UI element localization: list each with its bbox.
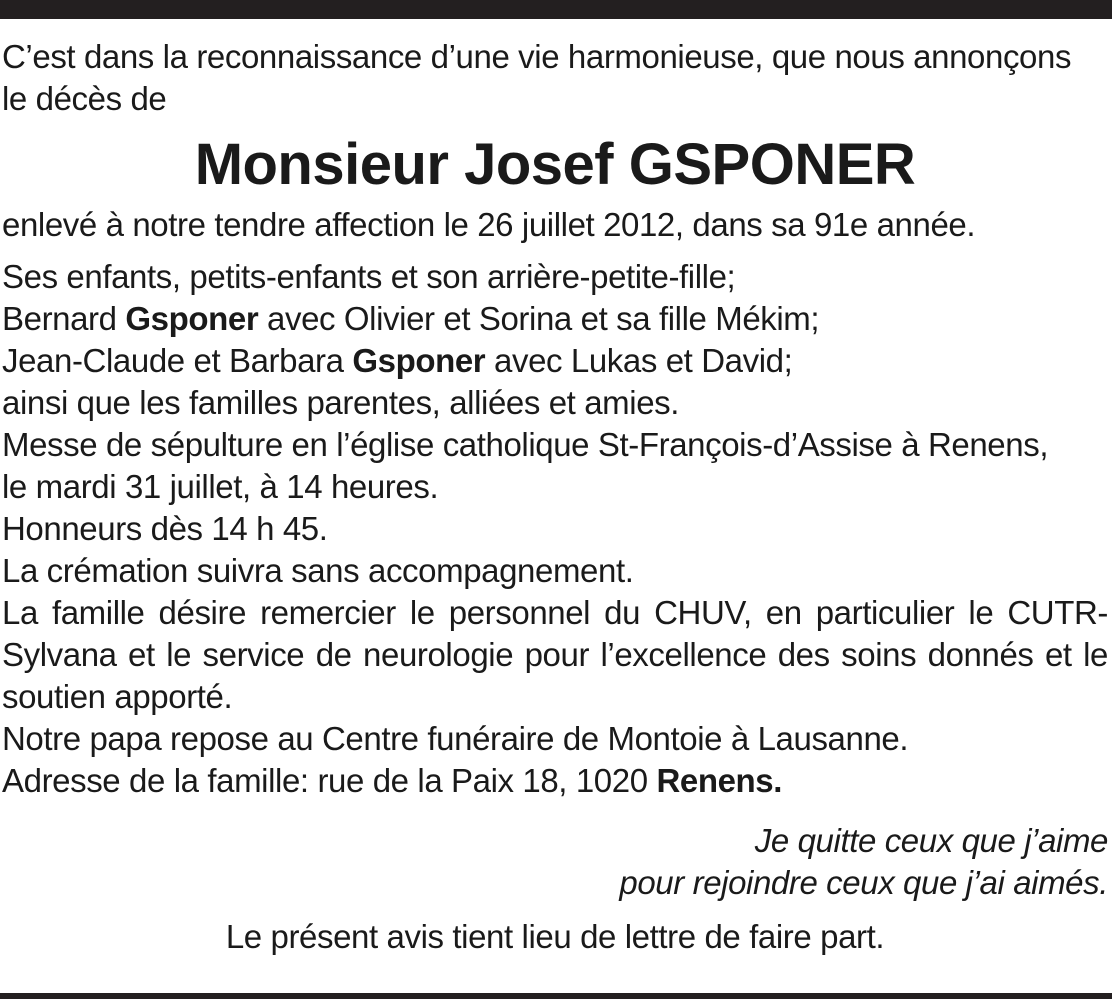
family-first-names: Bernard	[2, 300, 126, 337]
deceased-name: Monsieur Josef GSPONER	[194, 132, 916, 197]
family-line-1: Ses enfants, petits-enfants et son arrière-petite-fille;	[2, 258, 736, 295]
honours-line: Honneurs dès 14 h 45.	[2, 510, 328, 547]
family-line-bernard	[2, 298, 1108, 340]
address-text: Adresse de la famille: rue de la Paix 18, 1020	[2, 762, 657, 799]
intro-line-2: le décès de	[2, 80, 167, 117]
family-surname: Gsponer	[352, 342, 486, 379]
rest-place-line: Notre papa repose au Centre funéraire de Montoie à Lausanne.	[2, 720, 909, 757]
obituary-notice	[2, 36, 1108, 958]
address-city: Renens.	[656, 762, 783, 799]
mass-line-1: Messe de sépulture en l’église catholique St-François-d’Assise à Renens,	[2, 426, 1049, 463]
family-rest: avec Olivier et Sorina et sa fille Mékim;	[258, 300, 820, 337]
family-rest: avec Lukas et David;	[485, 342, 793, 379]
top-rule	[0, 0, 1112, 19]
intro-line-1: C’est dans la reconnaissance d’une vie harmonieuse, que nous annonçons	[2, 38, 1072, 75]
quote-block	[2, 820, 1108, 904]
thanks-paragraph: La famille désire remercier le personnel du CHUV, en particulier le CUTR-Sylvana et le service de neurologie pour l’excellence des soins donnés et le soutien apporté.	[2, 594, 1108, 715]
cremation-line: La crémation suivra sans accompagnement.	[2, 552, 634, 589]
address-line	[2, 760, 1108, 802]
family-line-jeanclaude	[2, 340, 1108, 382]
passing-line: enlevé à notre tendre affection le 26 juillet 2012, dans sa 91e année.	[2, 206, 976, 243]
bottom-rule	[0, 993, 1112, 999]
family-line-4: ainsi que les familles parentes, alliées et amies.	[2, 384, 680, 421]
quote-line-2: pour rejoindre ceux que j’ai aimés.	[619, 864, 1108, 901]
family-surname: Gsponer	[125, 300, 259, 337]
mass-line-2: le mardi 31 juillet, à 14 heures.	[2, 468, 439, 505]
family-first-names: Jean-Claude et Barbara	[2, 342, 353, 379]
quote-line-1: Je quitte ceux que j’aime	[754, 822, 1108, 859]
closing-line: Le présent avis tient lieu de lettre de faire part.	[225, 918, 885, 955]
